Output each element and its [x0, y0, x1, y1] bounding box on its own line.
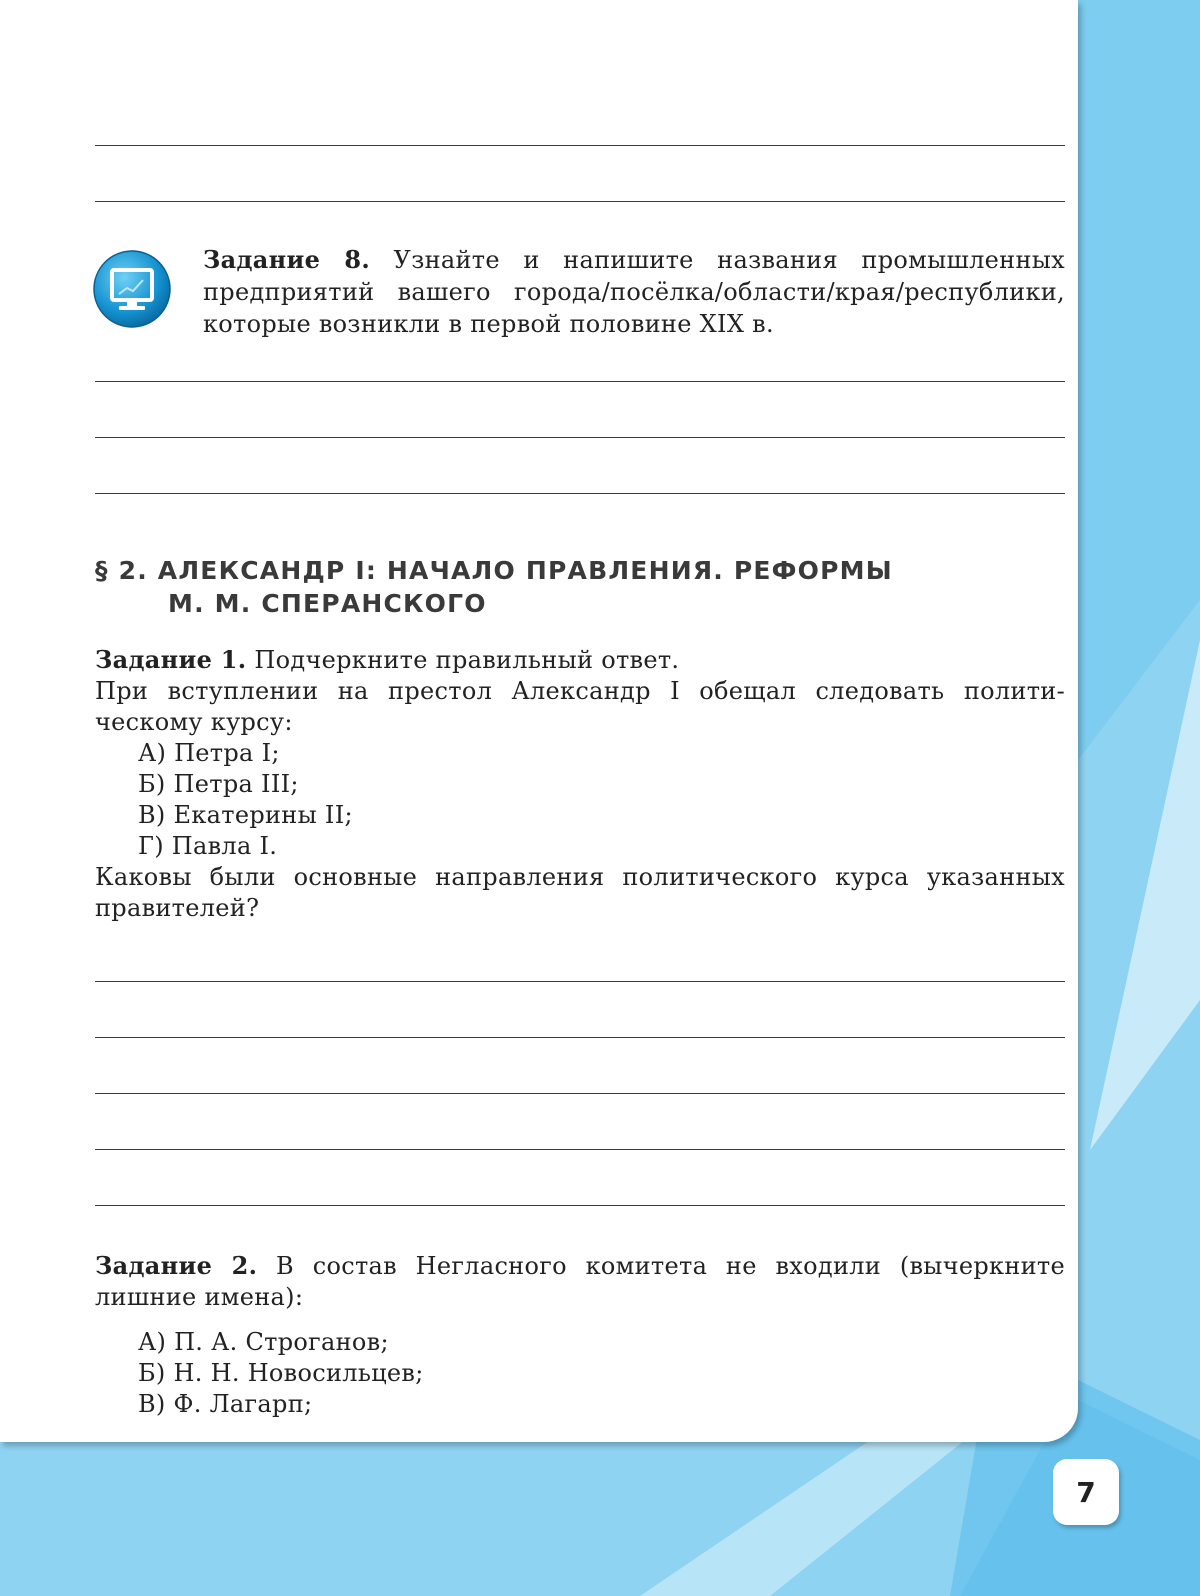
answer-line[interactable]: [95, 1093, 1065, 1094]
answer-option[interactable]: Б) Петра III;: [138, 770, 299, 798]
task-1: [95, 644, 1065, 924]
answer-line[interactable]: [95, 437, 1065, 438]
task-label: Задание 1.: [95, 645, 247, 674]
task-2: [95, 1250, 1065, 1420]
answer-option[interactable]: В) Екатерины II;: [138, 801, 353, 829]
name-option[interactable]: А) П. А. Строганов;: [138, 1328, 389, 1356]
question-text: При вступлении на престол Александр I обещал следовать полити-: [95, 677, 1065, 705]
task-8: [203, 244, 1065, 276]
task-text: предприятий вашего города/посёлка/области/края/республики,: [203, 278, 1065, 306]
page-number: 7: [1053, 1459, 1119, 1525]
followup-text: правителей?: [95, 894, 260, 922]
task-8-line-3: [203, 308, 1065, 340]
answer-option[interactable]: Г) Павла I.: [138, 832, 278, 860]
task-8-line-2: [203, 276, 1065, 308]
answer-line[interactable]: [95, 145, 1065, 146]
heading-line: § 2. АЛЕКСАНДР I: НАЧАЛО ПРАВЛЕНИЯ. РЕФОРМЫ: [95, 556, 893, 585]
answer-line[interactable]: [95, 1205, 1065, 1206]
name-option[interactable]: Б) Н. Н. Новосильцев;: [138, 1359, 424, 1387]
answer-line[interactable]: [95, 1037, 1065, 1038]
task-text: лишние имена):: [95, 1283, 304, 1311]
answer-line[interactable]: [95, 493, 1065, 494]
task-text: которые возникли в первой половине XIX в.: [203, 310, 774, 338]
question-text: ческому курсу:: [95, 708, 293, 736]
heading-line: М. М. СПЕРАНСКОГО: [168, 589, 487, 618]
computer-monitor-icon: [93, 250, 171, 328]
task-text: Узнайте и напишите названия промышленных: [393, 246, 1065, 274]
answer-line[interactable]: [95, 381, 1065, 382]
task-label: Задание 2.: [95, 1251, 258, 1280]
task-label: Задание 8.: [203, 245, 371, 274]
answer-option[interactable]: А) Петра I;: [138, 739, 280, 767]
followup-text: Каковы были основные направления политического курса указанных: [95, 863, 1065, 891]
task-text: В состав Негласного комитета не входили (вычеркните: [276, 1252, 1066, 1280]
task-instruction: Подчеркните правильный ответ.: [254, 646, 680, 674]
section-heading: [95, 554, 995, 620]
answer-line[interactable]: [95, 1149, 1065, 1150]
answer-line[interactable]: [95, 201, 1065, 202]
answer-line[interactable]: [95, 981, 1065, 982]
name-option[interactable]: В) Ф. Лагарп;: [138, 1390, 313, 1418]
